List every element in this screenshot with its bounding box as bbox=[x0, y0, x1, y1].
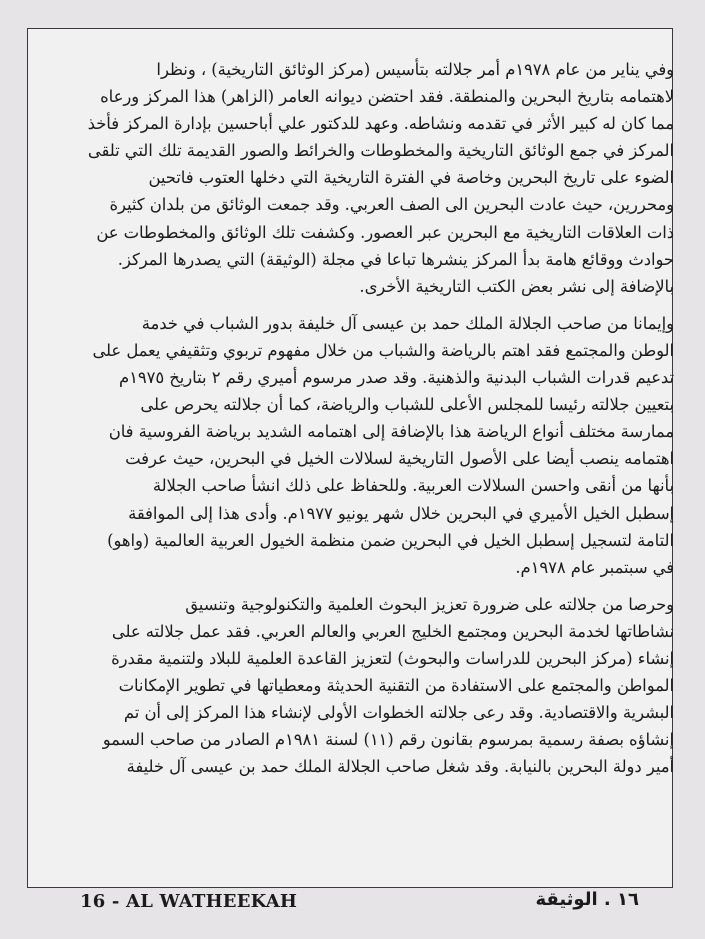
text-line: ممارسة مختلف أنواع الرياضة هذا بالإضافة إلى اهتمامه الشديد برياضة الفروسية فان bbox=[108, 422, 674, 442]
footer-page-label-english: 16 - AL WATHEEKAH bbox=[80, 891, 298, 912]
text-line: إنشاء (مركز البحرين للدراسات والبحوث) لتعزيز القاعدة العلمية للبلاد ولتنمية مقدرة bbox=[111, 648, 674, 668]
text-line: البشرية والاقتصادية. وقد رعى جلالته الخطوات الأولى لإنشاء هذا المركز إلى أن تم bbox=[123, 703, 674, 723]
article-body bbox=[70, 56, 674, 780]
paragraph-2 bbox=[70, 310, 674, 581]
text-line: في سبتمبر عام ١٩٧٨م. bbox=[515, 557, 674, 577]
paragraph-3 bbox=[70, 591, 674, 781]
text-line: نشاطاتها لخدمة البحرين ومجتمع الخليج العربي والعالم العربي. فقد عمل جلالته على bbox=[111, 621, 674, 641]
text-line: مما كان له كبير الأثر في تقدمه ونشاطه. وعهد للدكتور علي أباحسين بإدارة المركز فأخذ bbox=[87, 114, 674, 134]
footer-page-label-arabic: ١٦ . الوثيقة bbox=[535, 889, 639, 910]
text-line: المواطن والمجتمع على الاستفادة من التقنية الحديثة ومعطياتها في تطوير الإمكانات bbox=[118, 676, 674, 696]
paragraph-1 bbox=[70, 56, 674, 300]
text-line: بالإضافة إلى نشر بعض الكتب التاريخية الأخرى. bbox=[359, 276, 674, 296]
text-line: وإيمانا من صاحب الجلالة الملك حمد بن عيسى آل خليفة بدور الشباب في خدمة bbox=[141, 313, 674, 333]
text-line: أمير دولة البحرين بالنيابة. وقد شغل صاحب الجلالة الملك حمد بن عيسى آل خليفة bbox=[126, 757, 674, 777]
text-line: الوطن والمجتمع فقد اهتم بالرياضة والشباب من خلال مفهوم تربوي وتثقيفي يعمل على bbox=[92, 340, 674, 360]
text-line: وحرصا من جلالته على ضرورة تعزيز البحوث العلمية والتكنولوجية وتنسيق bbox=[185, 594, 674, 614]
text-line: وفي يناير من عام ١٩٧٨م أمر جلالته بتأسيس (مركز الوثائق التاريخية) ، ونظرا bbox=[156, 60, 674, 79]
text-line: التامة لتسجيل إسطبل الخيل في البحرين ضمن منظمة الخيول العربية العالمية (واهو) bbox=[107, 530, 674, 550]
text-line: ومحررين، حيث عادت البحرين الى الصف العربي. وقد جمعت الوثائق من بلدان كثيرة bbox=[109, 195, 674, 215]
text-line: بأنها من أنقى واحسن السلالات العربية. وللحفاظ على ذلك انشأ صاحب الجلالة bbox=[152, 476, 674, 496]
text-line: لاهتمامه بتاريخ البحرين والمنطقة. فقد احتضن ديوانه العامر (الزاهر) هذا المركز ورعاه bbox=[100, 87, 674, 107]
text-line: بتعيين جلالته رئيسا للمجلس الأعلى للشباب والرياضة، كما أن جلالته يحرص على bbox=[140, 395, 674, 415]
text-line: الضوء على تاريخ البحرين وخاصة في الفترة التاريخية التي دخلها العتوب فاتحين bbox=[148, 168, 674, 188]
text-line: تدعيم قدرات الشباب البدنية والذهنية. وقد صدر مرسوم أميري رقم ٢ بتاريخ ١٩٧٥م bbox=[119, 368, 674, 388]
text-line: إنشاؤه بصفة رسمية بمرسوم بقانون رقم (١١) لسنة ١٩٨١م الصادر من صاحب السمو bbox=[102, 730, 674, 750]
text-line: المركز في جمع الوثائق التاريخية والمخطوطات والخرائط والصور القديمة تلك التي تلقى bbox=[87, 141, 674, 161]
text-line: إسطبل الخيل الأميري في البحرين خلال شهر يونيو ١٩٧٧م. وأدى هذا إلى الموافقة bbox=[128, 503, 674, 523]
text-line: حوادث ووقائع هامة بدأ المركز ينشرها تباعا في مجلة (الوثيقة) التي يصدرها المركز. bbox=[117, 249, 674, 269]
text-line: اهتمامه ينصب أيضا على الأصول التاريخية لسلالات الخيل في البحرين، حيث عرفت bbox=[125, 449, 674, 469]
text-line: ذات العلاقات التاريخية مع البحرين عبر العصور. وكشفت تلك الوثائق والمخطوطات عن bbox=[96, 222, 674, 242]
